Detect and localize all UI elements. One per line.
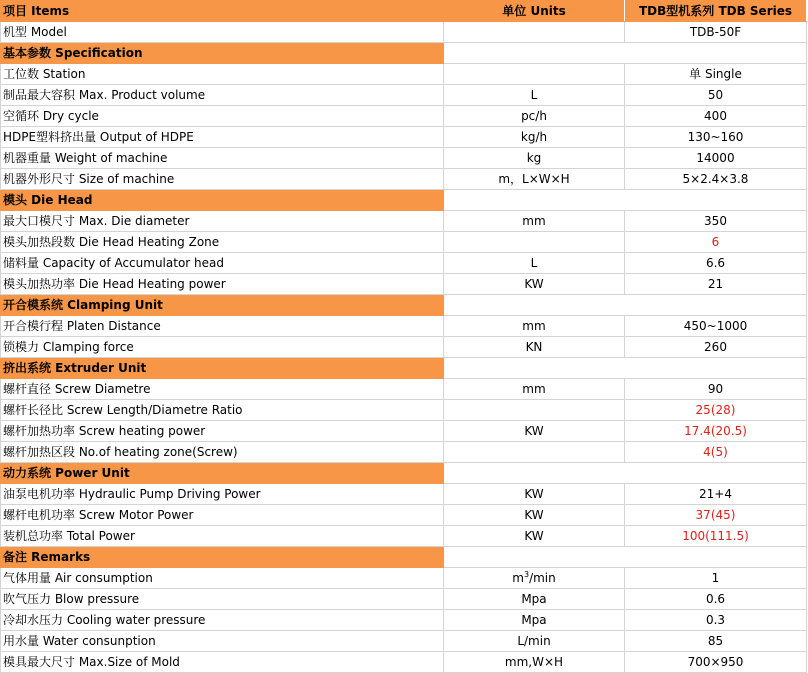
section-title: 开合模系统 Clamping Unit: [1, 295, 444, 316]
item-unit: Mpa: [444, 589, 625, 610]
header-series: TDB型机系列 TDB Series: [625, 1, 807, 22]
section-blank: [444, 43, 807, 64]
table-row: [1, 379, 807, 400]
item-unit: [444, 442, 625, 463]
item-unit: mm: [444, 211, 625, 232]
item-unit: KW: [444, 505, 625, 526]
item-label: 吹气压力 Blow pressure: [1, 589, 444, 610]
item-unit: [444, 232, 625, 253]
item-value: 350: [625, 211, 807, 232]
item-value: 6.6: [625, 253, 807, 274]
section-title: 备注 Remarks: [1, 547, 444, 568]
table-row: [1, 127, 807, 148]
item-label: 油泵电机功率 Hydraulic Pump Driving Power: [1, 484, 444, 505]
item-value: 90: [625, 379, 807, 400]
item-value: 21: [625, 274, 807, 295]
item-value: 130~160: [625, 127, 807, 148]
item-value: 21+4: [625, 484, 807, 505]
item-unit: mm: [444, 379, 625, 400]
item-unit: L/min: [444, 631, 625, 652]
item-value: 14000: [625, 148, 807, 169]
item-label: 储料量 Capacity of Accumulator head: [1, 253, 444, 274]
section-blank: [444, 547, 807, 568]
item-label: 模具最大尺寸 Max.Size of Mold: [1, 652, 444, 673]
item-unit: KN: [444, 337, 625, 358]
item-label: 螺杆长径比 Screw Length/Diametre Ratio: [1, 400, 444, 421]
table-row: [1, 337, 807, 358]
item-label: 锁模力 Clamping force: [1, 337, 444, 358]
item-label: 用水量 Water consunption: [1, 631, 444, 652]
table-row: [1, 442, 807, 463]
item-unit: mm,W×H: [444, 652, 625, 673]
item-value: 单 Single: [625, 64, 807, 85]
item-label: 机器外形尺寸 Size of machine: [1, 169, 444, 190]
item-label: 工位数 Station: [1, 64, 444, 85]
item-value: 100(111.5): [625, 526, 807, 547]
item-value: 25(28): [625, 400, 807, 421]
item-value: 0.6: [625, 589, 807, 610]
table-row: [1, 169, 807, 190]
item-unit: $m^3/\min$: [444, 568, 625, 589]
table-row: [1, 316, 807, 337]
table-row: [1, 253, 807, 274]
section-row: [1, 190, 807, 211]
item-unit: [444, 400, 625, 421]
table-row: [1, 211, 807, 232]
item-unit: KW: [444, 526, 625, 547]
section-blank: [444, 463, 807, 484]
section-row: [1, 295, 807, 316]
item-label: 气体用量 Air consumption: [1, 568, 444, 589]
section-blank: [444, 190, 807, 211]
section-title: 模头 Die Head: [1, 190, 444, 211]
item-value: 260: [625, 337, 807, 358]
item-value: TDB-50F: [625, 22, 807, 43]
section-row: [1, 358, 807, 379]
item-label: 机器重量 Weight of machine: [1, 148, 444, 169]
table-row: [1, 400, 807, 421]
item-label: 螺杆电机功率 Screw Motor Power: [1, 505, 444, 526]
item-value: 400: [625, 106, 807, 127]
item-unit: kg: [444, 148, 625, 169]
item-label: 最大口模尺寸 Max. Die diameter: [1, 211, 444, 232]
table-row: [1, 421, 807, 442]
item-unit: KW: [444, 421, 625, 442]
item-label: 机型 Model: [1, 22, 444, 43]
header-items: 项目 Items: [1, 1, 444, 22]
item-unit: kg/h: [444, 127, 625, 148]
item-unit: [444, 64, 625, 85]
section-title: 挤出系统 Extruder Unit: [1, 358, 444, 379]
item-value: 37(45): [625, 505, 807, 526]
table-row: [1, 568, 807, 589]
table-row: [1, 106, 807, 127]
item-unit: L: [444, 85, 625, 106]
table-row: [1, 64, 807, 85]
item-unit: L: [444, 253, 625, 274]
header-units: 单位 Units: [444, 1, 625, 22]
item-unit: Mpa: [444, 610, 625, 631]
table-body: [1, 22, 807, 673]
table-row: [1, 505, 807, 526]
section-blank: [444, 295, 807, 316]
table-row: [1, 589, 807, 610]
item-label: 开合模行程 Platen Distance: [1, 316, 444, 337]
item-label: 冷却水压力 Cooling water pressure: [1, 610, 444, 631]
section-row: [1, 547, 807, 568]
item-label: 模头加热功率 Die Head Heating power: [1, 274, 444, 295]
item-label: 装机总功率 Total Power: [1, 526, 444, 547]
item-unit: m，L×W×H: [444, 169, 625, 190]
table-row: [1, 148, 807, 169]
item-label: 模头加热段数 Die Head Heating Zone: [1, 232, 444, 253]
section-blank: [444, 358, 807, 379]
table-row: [1, 232, 807, 253]
table-row: [1, 85, 807, 106]
table-row: [1, 22, 807, 43]
item-unit: KW: [444, 274, 625, 295]
item-label: HDPE塑料挤出量 Output of HDPE: [1, 127, 444, 148]
item-unit: pc/h: [444, 106, 625, 127]
table-row: [1, 652, 807, 673]
item-unit: mm: [444, 316, 625, 337]
item-value: 50: [625, 85, 807, 106]
section-row: [1, 463, 807, 484]
table-row: [1, 274, 807, 295]
item-value: 4(5): [625, 442, 807, 463]
table-row: [1, 526, 807, 547]
item-label: 制品最大容积 Max. Product volume: [1, 85, 444, 106]
item-value: 6: [625, 232, 807, 253]
item-unit: [444, 22, 625, 43]
item-unit: KW: [444, 484, 625, 505]
item-value: 0.3: [625, 610, 807, 631]
table-row: [1, 484, 807, 505]
item-value: 1: [625, 568, 807, 589]
item-value: 17.4(20.5): [625, 421, 807, 442]
item-value: 85: [625, 631, 807, 652]
item-label: 螺杆加热功率 Screw heating power: [1, 421, 444, 442]
item-value: 700×950: [625, 652, 807, 673]
section-title: 动力系统 Power Unit: [1, 463, 444, 484]
item-label: 空循环 Dry cycle: [1, 106, 444, 127]
item-value: 5×2.4×3.8: [625, 169, 807, 190]
table-header: [1, 1, 807, 22]
table-row: [1, 631, 807, 652]
item-label: 螺杆直径 Screw Diametre: [1, 379, 444, 400]
table-row: [1, 610, 807, 631]
section-title: 基本参数 Specification: [1, 43, 444, 64]
section-row: [1, 43, 807, 64]
item-value: 450~1000: [625, 316, 807, 337]
item-label: 螺杆加热区段 No.of heating zone(Screw): [1, 442, 444, 463]
